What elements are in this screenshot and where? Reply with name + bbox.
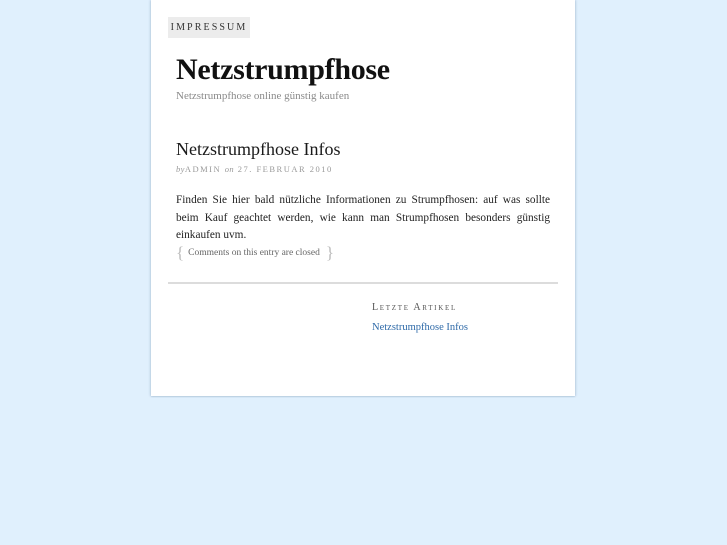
widget-title-recent-posts: Letzte Artikel	[372, 302, 457, 313]
close-brace: }	[325, 243, 334, 262]
meta-author: ADMIN	[184, 164, 222, 174]
recent-post-link[interactable]: Netzstrumpfhose Infos	[372, 322, 468, 333]
meta-on: on	[224, 164, 235, 174]
nav-tab-impressum[interactable]	[168, 17, 250, 38]
comments-closed-text: Comments on this entry are closed	[188, 247, 320, 258]
post-body: Finden Sie hier bald nützliche Informationen zu Strumpfhosen: auf was sollte beim Kauf geachtet werden, wie kann man Strumpfhosen besonders günstig einkaufen uvm.	[176, 194, 550, 241]
site-description: Netzstrumpfhose online günstig kaufen	[176, 90, 350, 102]
open-brace: {	[176, 243, 185, 262]
meta-date: 27. FEBRUAR 2010	[237, 164, 333, 174]
post-meta	[176, 164, 333, 174]
site-title[interactable]: Netzstrumpfhose	[176, 53, 390, 86]
post-title[interactable]: Netzstrumpfhose Infos	[176, 139, 341, 159]
comments-status	[176, 244, 334, 261]
meta-by: by	[176, 164, 185, 174]
page-container	[151, 0, 575, 396]
content-divider	[168, 282, 558, 284]
nav-tab-label: IMPRESSUM	[170, 22, 248, 33]
